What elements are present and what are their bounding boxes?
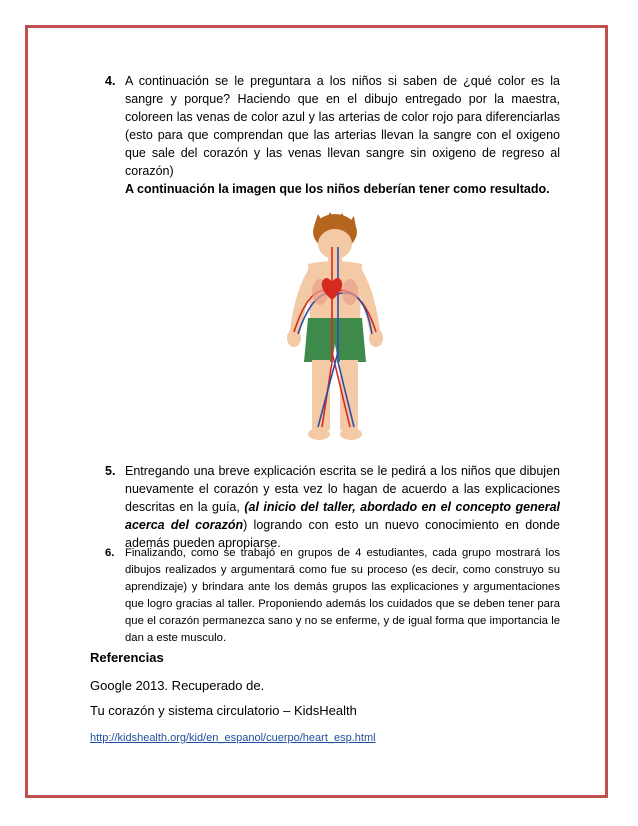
item-emphasis: (al inicio del taller, abordado en el concepto general acerca del corazón bbox=[125, 500, 560, 532]
item-text: Finalizando, como se trabajó en grupos de 4 estudiantes, cada grupo mostrará los dibujos realizados y argumentará como fue su proceso (es decir, como construyo su aprendizaje) y brindara ante los demás grupos las explicaciones y argumentaciones que logro gracias al taller. Proponiendo además los cuidados que se deben tener para que el corazón permanezca sano y no se enferme, y de igual forma que importancia le dan a este musculo. bbox=[125, 547, 560, 644]
item-text-after: ) logrando con esto un nuevo conocimiento en donde además pueden apropiarse. bbox=[125, 518, 561, 550]
item-number: 6. bbox=[105, 547, 115, 559]
list-item-4 bbox=[105, 72, 560, 198]
reference-line-2: Tu corazón y sistema circulatorio – KidsHealth bbox=[90, 703, 357, 718]
reference-link[interactable]: http://kidshealth.org/kid/en_espanol/cuerpo/heart_esp.html bbox=[90, 732, 376, 744]
circulatory-system-illustration bbox=[270, 212, 400, 447]
item-bold-text: A continuación la imagen que los niños deberían tener como resultado. bbox=[125, 182, 550, 196]
list-item-6 bbox=[105, 545, 560, 647]
references-heading: Referencias bbox=[90, 650, 164, 665]
item-number: 4. bbox=[105, 74, 116, 88]
list-item-5 bbox=[105, 462, 560, 552]
item-text: A continuación se le preguntara a los niños si saben de ¿qué color es la sangre y porque? Haciendo que en el dibujo entregado por la maestra, coloreen las venas de color azul y las arterias de color rojo para diferenciarlas (esto para que comprendan que las arterias llevan la sangre con el oxigeno que sale del corazón y las venas llevan sangre sin oxigeno de regreso al corazón) bbox=[125, 74, 560, 178]
item-number: 5. bbox=[105, 464, 116, 478]
reference-line-1: Google 2013. Recuperado de. bbox=[90, 678, 265, 693]
item-text-before: Entregando una breve explicación escrita se le pedirá a los niños que dibujen nuevamente el corazón y esta vez lo hagan de acuerdo a las explicaciones descritas en la guía, bbox=[125, 464, 560, 514]
